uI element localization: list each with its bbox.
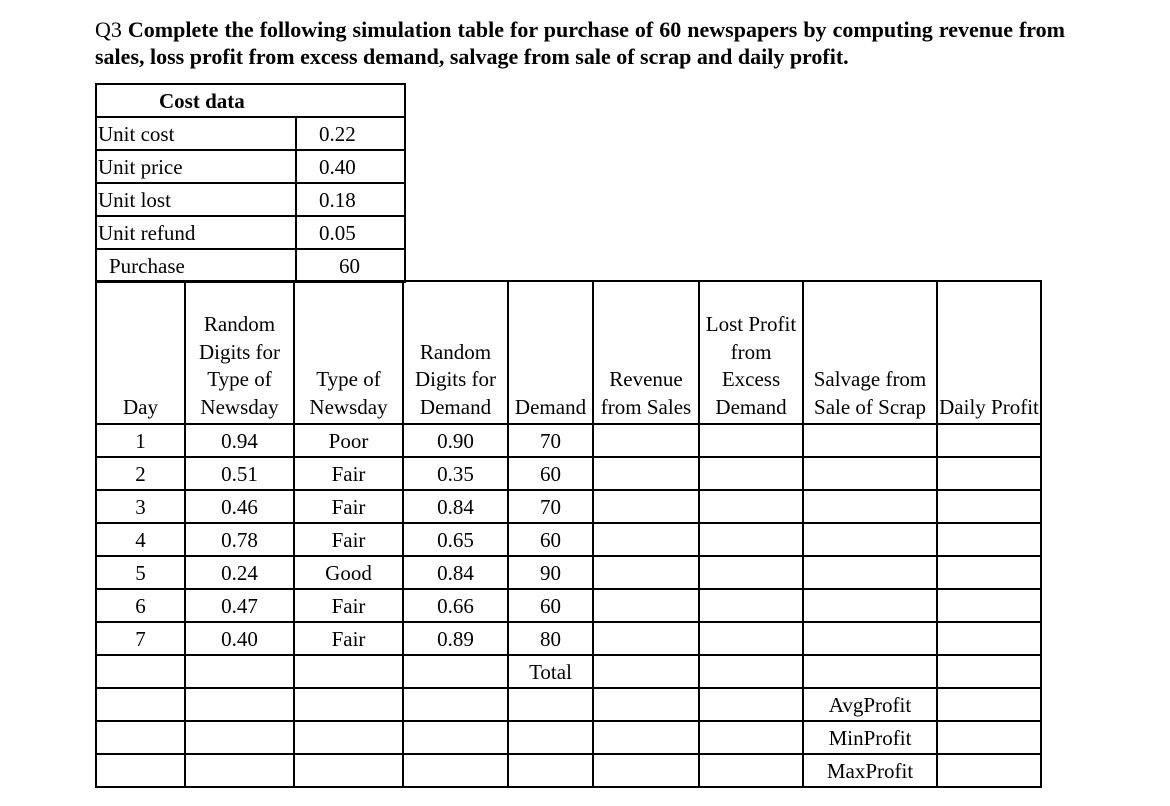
day-cell: 3 [96, 490, 185, 523]
cost-label: Unit lost [96, 183, 296, 216]
revenue-cell [593, 622, 699, 655]
salvage-cell [803, 589, 937, 622]
table-header-row [96, 281, 1041, 424]
random-digits-type-cell: 0.46 [185, 490, 294, 523]
type-cell: Fair [294, 589, 403, 622]
avg-profit-label: AvgProfit [803, 688, 937, 721]
revenue-cell [593, 457, 699, 490]
random-digits-demand-cell: 0.35 [403, 457, 508, 490]
table-row [96, 457, 1041, 490]
random-digits-demand-cell: 0.90 [403, 424, 508, 457]
daily-profit-cell [937, 523, 1041, 556]
type-cell: Poor [294, 424, 403, 457]
random-digits-demand-cell: 0.84 [403, 490, 508, 523]
random-digits-type-cell: 0.40 [185, 622, 294, 655]
cost-table-title: Cost data [96, 84, 405, 117]
lost-profit-cell [699, 490, 803, 523]
header-day: Day [96, 281, 185, 424]
salvage-cell [803, 622, 937, 655]
table-row [96, 754, 1041, 787]
cost-data-table [95, 83, 406, 283]
table-row [96, 556, 1041, 589]
random-digits-type-cell: 0.24 [185, 556, 294, 589]
header-salvage: Salvage from Sale of Scrap [803, 281, 937, 424]
random-digits-demand-cell: 0.66 [403, 589, 508, 622]
table-row [96, 490, 1041, 523]
header-demand: Demand [508, 281, 593, 424]
header-random-digits-demand: Random Digits for Demand [403, 281, 508, 424]
revenue-cell [593, 589, 699, 622]
daily-profit-cell [937, 457, 1041, 490]
random-digits-demand-cell: 0.84 [403, 556, 508, 589]
daily-profit-cell [937, 556, 1041, 589]
table-row [96, 589, 1041, 622]
table-row [96, 721, 1041, 754]
cost-label: Unit cost [96, 117, 296, 150]
question-number: Q3 [95, 17, 122, 42]
type-cell: Fair [294, 457, 403, 490]
random-digits-type-cell: 0.47 [185, 589, 294, 622]
daily-profit-cell [937, 490, 1041, 523]
type-cell: Fair [294, 622, 403, 655]
random-digits-demand-cell: 0.89 [403, 622, 508, 655]
header-daily-profit: Daily Profit [937, 281, 1041, 424]
lost-profit-cell [699, 556, 803, 589]
lost-profit-cell [699, 424, 803, 457]
demand-cell: 60 [508, 523, 593, 556]
revenue-cell [593, 490, 699, 523]
table-row [96, 216, 405, 249]
cost-label: Unit price [96, 150, 296, 183]
demand-cell: 90 [508, 556, 593, 589]
table-row [96, 424, 1041, 457]
salvage-cell [803, 490, 937, 523]
random-digits-demand-cell: 0.65 [403, 523, 508, 556]
table-row [96, 249, 405, 282]
demand-cell: 80 [508, 622, 593, 655]
min-profit-label: MinProfit [803, 721, 937, 754]
question-text [95, 16, 1065, 70]
table-row [96, 622, 1041, 655]
cost-label: Purchase [96, 249, 296, 282]
demand-cell: 70 [508, 490, 593, 523]
cost-label: Unit refund [96, 216, 296, 249]
max-profit-label: MaxProfit [803, 754, 937, 787]
header-revenue: Revenue from Sales [593, 281, 699, 424]
day-cell: 7 [96, 622, 185, 655]
type-cell: Fair [294, 523, 403, 556]
demand-cell: 70 [508, 424, 593, 457]
header-type-of-newsday: Type of Newsday [294, 281, 403, 424]
revenue-cell [593, 424, 699, 457]
daily-profit-cell [937, 589, 1041, 622]
lost-profit-cell [699, 457, 803, 490]
demand-cell: 60 [508, 457, 593, 490]
cost-value: 0.22 [296, 117, 405, 150]
cost-value: 60 [296, 249, 405, 282]
table-row [96, 523, 1041, 556]
daily-profit-cell [937, 424, 1041, 457]
table-row [96, 183, 405, 216]
salvage-cell [803, 457, 937, 490]
day-cell: 6 [96, 589, 185, 622]
revenue-cell [593, 556, 699, 589]
cost-value: 0.05 [296, 216, 405, 249]
cost-value: 0.40 [296, 150, 405, 183]
day-cell: 4 [96, 523, 185, 556]
simulation-table [95, 280, 1042, 788]
salvage-cell [803, 523, 937, 556]
type-cell: Good [294, 556, 403, 589]
daily-profit-cell [937, 622, 1041, 655]
header-random-digits-type: Random Digits for Type of Newsday [185, 281, 294, 424]
total-label: Total [508, 655, 593, 688]
table-row [96, 688, 1041, 721]
salvage-cell [803, 556, 937, 589]
revenue-cell [593, 523, 699, 556]
demand-cell: 60 [508, 589, 593, 622]
table-row [96, 117, 405, 150]
random-digits-type-cell: 0.78 [185, 523, 294, 556]
lost-profit-cell [699, 589, 803, 622]
table-row [96, 655, 1041, 688]
table-row [96, 150, 405, 183]
random-digits-type-cell: 0.94 [185, 424, 294, 457]
random-digits-type-cell: 0.51 [185, 457, 294, 490]
cost-value: 0.18 [296, 183, 405, 216]
header-lost-profit: Lost Profit from Excess Demand [699, 281, 803, 424]
question-body: Complete the following simulation table for purchase of 60 newspapers by computing revenue from sales, loss profit from excess demand, salvage from sale of scrap and daily profit. [95, 17, 1066, 69]
lost-profit-cell [699, 523, 803, 556]
type-cell: Fair [294, 490, 403, 523]
day-cell: 1 [96, 424, 185, 457]
salvage-cell [803, 424, 937, 457]
lost-profit-cell [699, 622, 803, 655]
day-cell: 5 [96, 556, 185, 589]
day-cell: 2 [96, 457, 185, 490]
